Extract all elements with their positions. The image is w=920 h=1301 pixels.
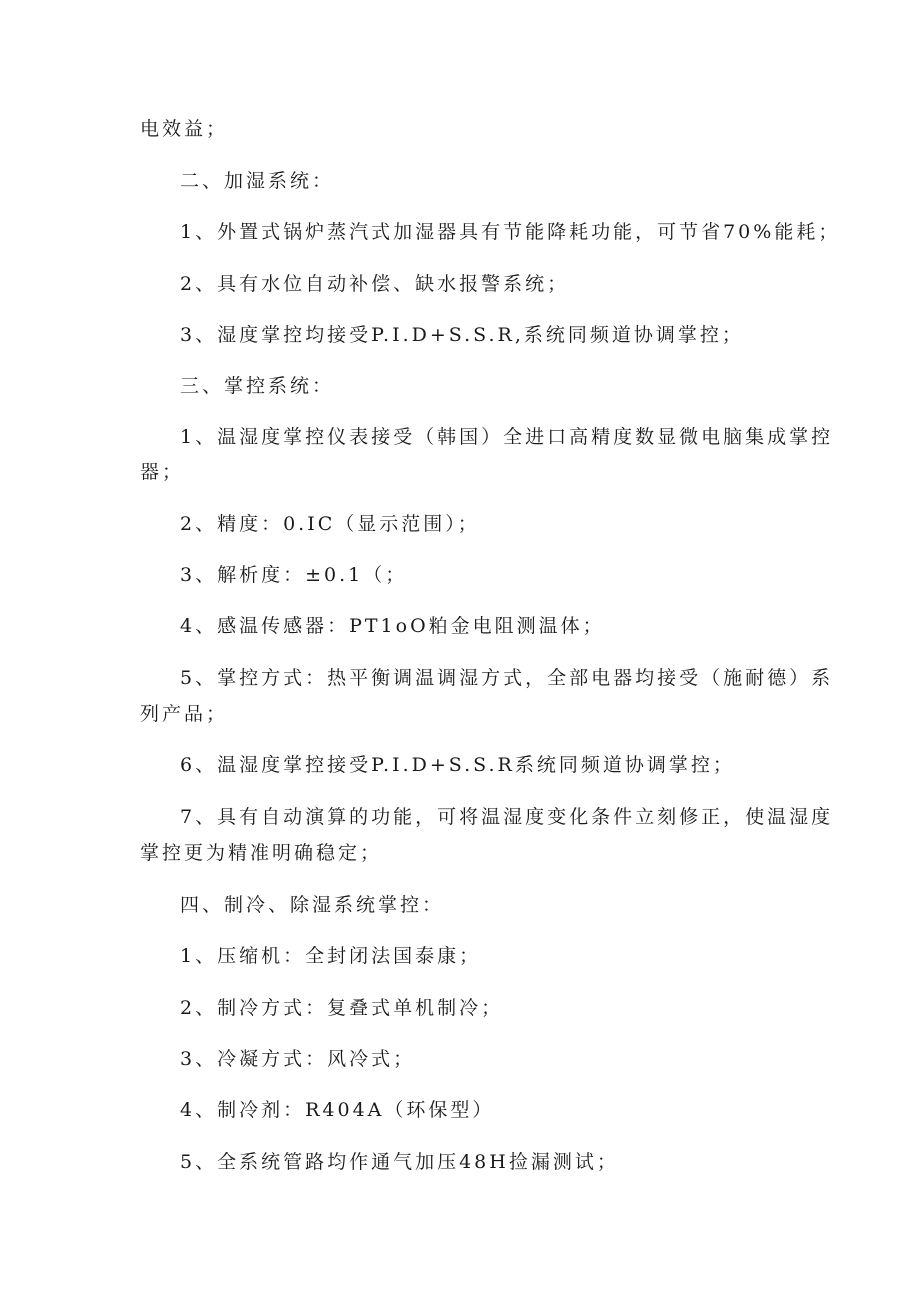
section-heading-refrigeration: 四、制冷、除湿系统掌控：	[180, 894, 445, 916]
section-heading-humidification: 二、加湿系统：	[180, 170, 335, 192]
list-item-continuation: 掌控更为精准明确稳定；	[140, 842, 383, 864]
text-line-continuation: 电效益；	[140, 118, 229, 140]
list-item: 3、解析度：±0.1（；	[180, 564, 408, 586]
list-item-continuation: 列产品；	[140, 703, 229, 725]
list-item-continuation: 器；	[140, 461, 185, 483]
list-item: 7、具有自动演算的功能，可将温湿度变化条件立刻修正，使温湿度	[180, 806, 834, 828]
list-item: 5、掌控方式：热平衡调温调湿方式，全部电器均接受（施耐德）系	[180, 667, 834, 689]
list-item: 4、制冷剂：R404A（环保型）	[180, 1099, 495, 1121]
section-heading-control: 三、掌控系统：	[180, 375, 335, 397]
list-item: 1、压缩机：全封闭法国泰康；	[180, 945, 482, 967]
list-item: 2、精度：0.IC（显示范围）；	[180, 513, 480, 535]
list-item: 2、具有水位自动补偿、缺水报警系统；	[180, 273, 570, 295]
list-item: 2、制冷方式：复叠式单机制冷；	[180, 997, 504, 1019]
list-item: 4、感温传感器：PT1oO粕金电阻测温体；	[180, 615, 605, 637]
list-item: 5、全系统管路均作通气加压48H捡漏测试；	[180, 1151, 619, 1173]
list-item: 1、温湿度掌控仪表接受（韩国）全进口高精度数显微电脑集成掌控	[180, 426, 834, 448]
list-item: 3、湿度掌控均接受P.I.D+S.S.R,系统同频道协调掌控；	[180, 324, 744, 346]
list-item: 1、外置式锅炉蒸汽式加湿器具有节能降耗功能，可节省70%能耗；	[180, 221, 841, 243]
list-item: 6、温湿度掌控接受P.I.D+S.S.R系统同频道协调掌控；	[180, 754, 735, 776]
list-item: 3、冷凝方式：风冷式；	[180, 1048, 416, 1070]
